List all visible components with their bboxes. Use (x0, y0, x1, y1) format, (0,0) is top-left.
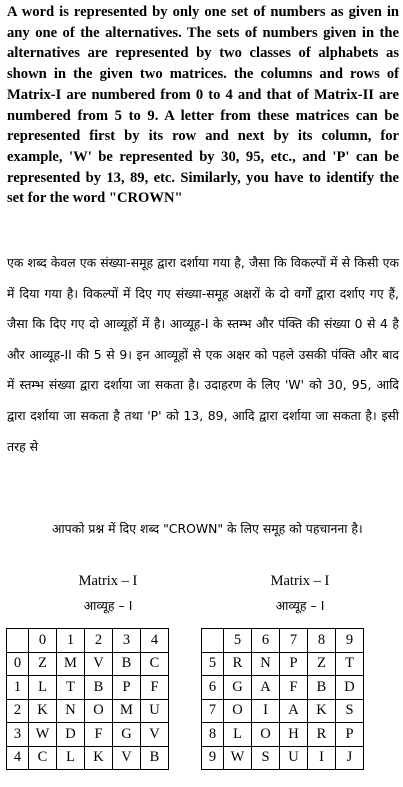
matrix1-row-label: 3 (7, 723, 29, 747)
matrix1-cell: C (29, 746, 57, 770)
matrix2-col-header: 6 (252, 629, 280, 653)
matrix1-row (7, 676, 169, 700)
matrix2-cell: R (224, 652, 252, 676)
matrix1-cell: L (29, 676, 57, 700)
matrix2-cell: W (224, 746, 252, 770)
matrix2-col-header: 8 (308, 629, 336, 653)
matrix1-cell: B (85, 676, 113, 700)
matrix1-row (7, 723, 169, 747)
matrix2-col-header: 5 (224, 629, 252, 653)
matrix2-cell: L (224, 723, 252, 747)
matrix2-cell: F (280, 676, 308, 700)
matrix1-cell: G (113, 723, 141, 747)
matrix2-cell: G (224, 676, 252, 700)
matrix1-title: Matrix – I (78, 573, 138, 589)
matrix2-row (202, 676, 364, 700)
matrix2-cell: H (280, 723, 308, 747)
matrix1-table (6, 628, 169, 770)
matrix2-row-label: 9 (202, 746, 224, 770)
matrix2-cell: P (336, 723, 364, 747)
matrix2-corner-cell (202, 629, 224, 653)
matrix2-table (201, 628, 364, 770)
matrix1-cell: F (141, 676, 169, 700)
matrix2-cell: D (336, 676, 364, 700)
matrix2-row (202, 652, 364, 676)
matrix1-cell: B (141, 746, 169, 770)
matrix1-col-header: 3 (113, 629, 141, 653)
matrix1-col-header: 1 (57, 629, 85, 653)
matrix1-cell: B (113, 652, 141, 676)
matrix1-cell: L (57, 746, 85, 770)
matrix2-cell: A (252, 676, 280, 700)
matrix2-row-label: 5 (202, 652, 224, 676)
matrix1-row (7, 699, 169, 723)
matrix1-cell: V (113, 746, 141, 770)
matrix2-cell: N (252, 652, 280, 676)
matrix2-col-header: 9 (336, 629, 364, 653)
matrix1-cell: U (141, 699, 169, 723)
matrix1-cell: K (85, 746, 113, 770)
matrix1-cell: N (57, 699, 85, 723)
matrix2-cell: O (252, 723, 280, 747)
matrix1-cell: F (85, 723, 113, 747)
matrix1-cell: M (113, 699, 141, 723)
matrix1-row (7, 746, 169, 770)
matrix1-row-label: 2 (7, 699, 29, 723)
matrix1-cell: V (85, 652, 113, 676)
matrix1-cell: M (57, 652, 85, 676)
matrix1-cell: O (85, 699, 113, 723)
matrix1-cell: Z (29, 652, 57, 676)
question-text-english: A word is represented by only one set of numbers as given in any one of the alternatives. The sets of numbers given in the alternatives are represented by two classes of alphabets as shown in the given two matrices. the columns and rows of Matrix-I are numbered from 0 to 4 and that of Matrix-II are numbered from 5 to 9. A letter from these matrices can be represented first by its row and next by its column, for example, 'W' be represented by 30, 95, etc., and 'P' can be represented by 13, 89, etc. Similarly, you have to identify the set for the word "CROWN" (7, 4, 399, 207)
question-text-hindi-tail: आपको प्रश्न में दिए शब्द "CROWN" के लिए समूह को पहचानना है। (52, 521, 363, 536)
matrix2-col-header: 7 (280, 629, 308, 653)
matrix2-row (202, 746, 364, 770)
matrix2-cell: S (252, 746, 280, 770)
matrix1-row-label: 1 (7, 676, 29, 700)
matrix2-row (202, 699, 364, 723)
matrix2-cell: K (308, 699, 336, 723)
matrix2-cell: A (280, 699, 308, 723)
matrix2-cell: P (280, 652, 308, 676)
matrix2-cell: S (336, 699, 364, 723)
matrix2-row-label: 7 (202, 699, 224, 723)
question-text-hindi: एक शब्द केवल एक संख्या-समूह द्वारा दर्शाया गया है, जैसा कि विकल्पों में से किसी एक में दिया गया है। विकल्पों में दिए गए संख्या-समूह अक्षरों के दो वर्गों द्वारा दर्शाए गए हैं, जैसा कि दिए गए दो आव्यूहों में है। आव्यूह-I के स्तम्भ और पंक्ति की संख्या 0 से 4 है और आव्यूह-II की 5 से 9। इन आव्यूहों से एक अक्षर को पहले उसकी पंक्ति और बाद में स्तम्भ संख्या द्वारा दर्शाया जा सकता है। उदाहरण के लिए 'W' को 30, 95, आदि द्वारा दर्शाया जा सकता है तथा 'P' को 13, 89, आदि द्वारा दर्शाया जा सकता है। इसी तरह से (7, 255, 399, 454)
matrix1-corner-cell (7, 629, 29, 653)
matrix1-row-label: 0 (7, 652, 29, 676)
matrix1-cell: D (57, 723, 85, 747)
matrix2-cell: O (224, 699, 252, 723)
matrix1-row (7, 652, 169, 676)
matrix2-row-label: 8 (202, 723, 224, 747)
matrix1-cell: C (141, 652, 169, 676)
matrix1-row-label: 4 (7, 746, 29, 770)
matrix2-title: Matrix – I (270, 573, 330, 589)
matrix2-header-row (202, 629, 364, 653)
matrix1-cell: K (29, 699, 57, 723)
matrix2-cell: I (252, 699, 280, 723)
matrix2-row-label: 6 (202, 676, 224, 700)
matrix1-cell: W (29, 723, 57, 747)
matrix2-row (202, 723, 364, 747)
matrix1-cell: T (57, 676, 85, 700)
matrix1-cell: V (141, 723, 169, 747)
matrix2-cell: R (308, 723, 336, 747)
matrix2-cell: B (308, 676, 336, 700)
matrix2-title-hindi: आव्यूह – I (275, 598, 325, 613)
matrix1-col-header: 4 (141, 629, 169, 653)
matrix1-col-header: 0 (29, 629, 57, 653)
matrix2-cell: Z (308, 652, 336, 676)
matrix1-header-row (7, 629, 169, 653)
matrix2-cell: J (336, 746, 364, 770)
matrix1-title-hindi: आव्यूह – I (83, 598, 133, 613)
matrix2-cell: I (308, 746, 336, 770)
matrix2-cell: U (280, 746, 308, 770)
matrix2-cell: T (336, 652, 364, 676)
matrix1-col-header: 2 (85, 629, 113, 653)
matrix1-cell: P (113, 676, 141, 700)
